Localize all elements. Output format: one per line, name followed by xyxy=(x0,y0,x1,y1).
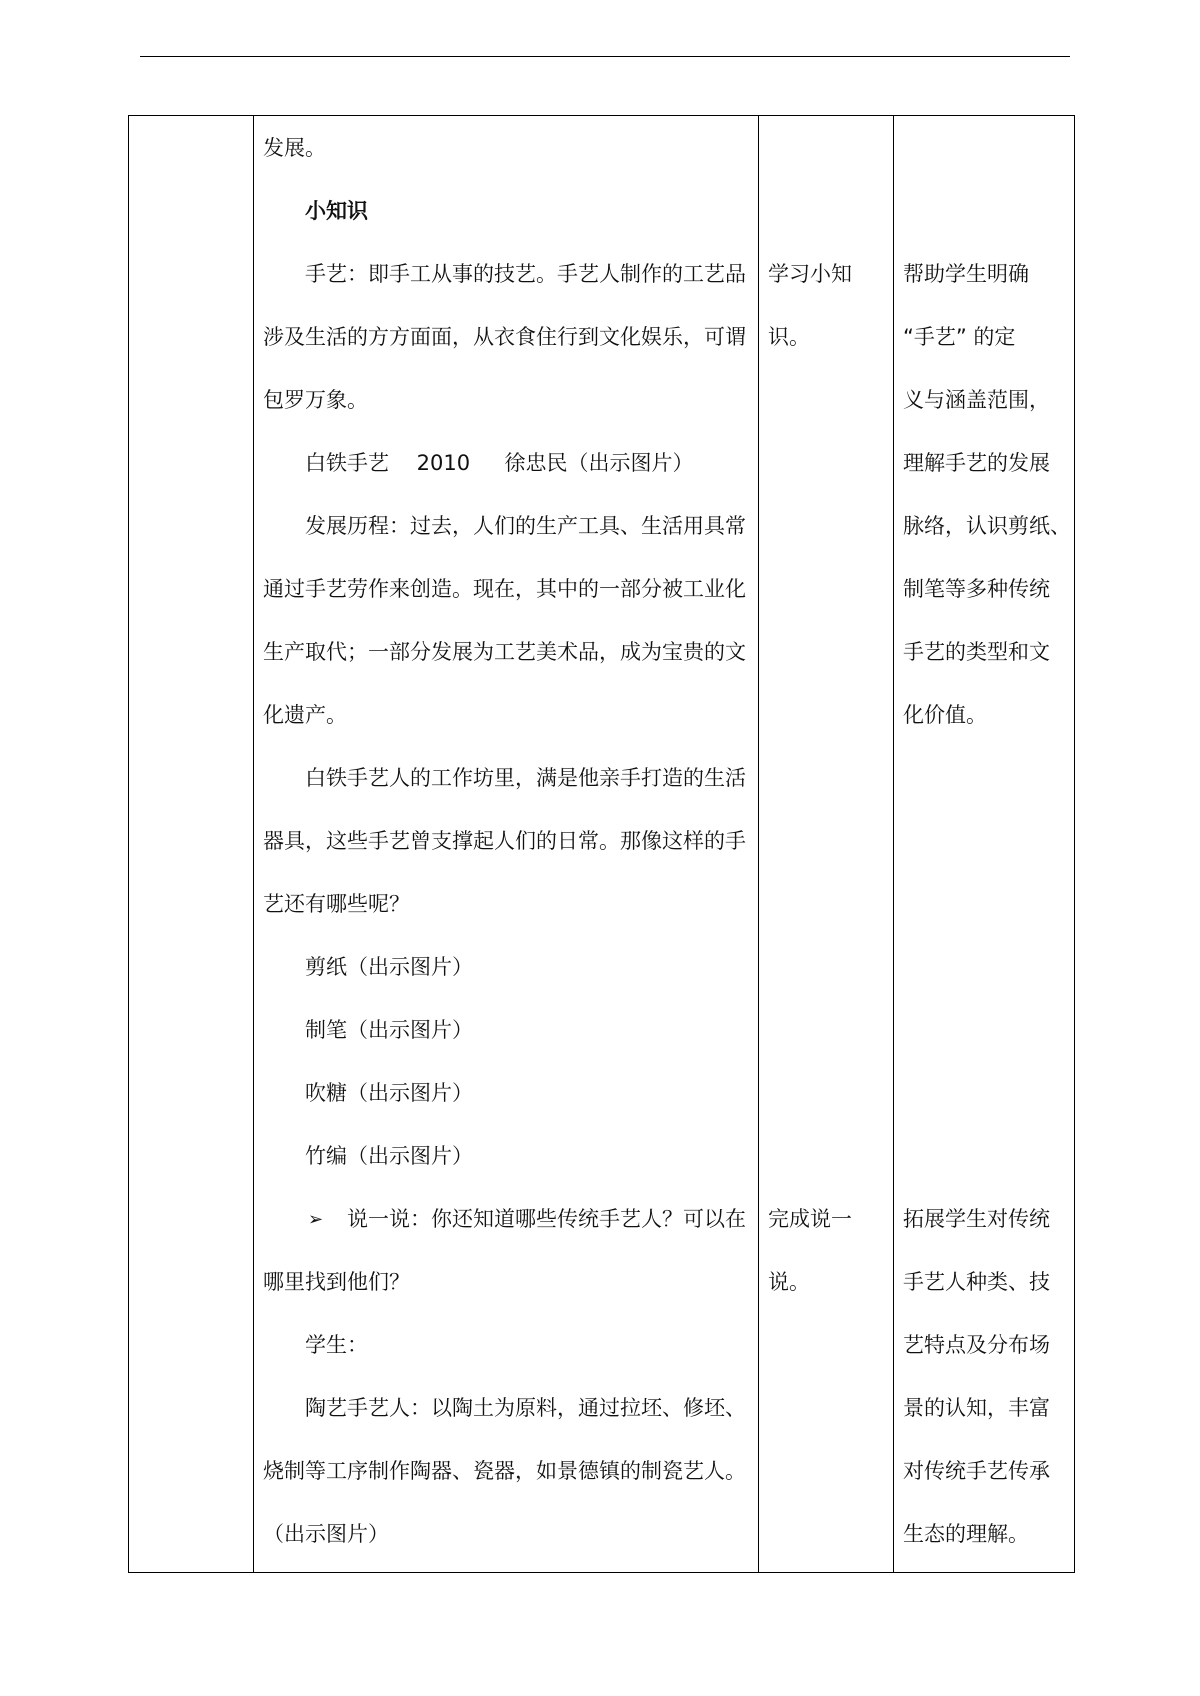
intent-line: 生态的理解。 xyxy=(903,1522,1029,1546)
content-line: 吹糖（出示图片） xyxy=(305,1081,473,1105)
intent-line: 理解手艺的发展 xyxy=(903,451,1050,475)
arrow-bullet-icon: ➢ xyxy=(308,1209,324,1230)
activity-line: 说。 xyxy=(768,1270,810,1294)
content-line: 白铁手艺 2010 徐忠民（出示图片） xyxy=(305,451,694,475)
intent-line: “手艺” 的定 xyxy=(903,325,1016,349)
content-line: 艺还有哪些呢？ xyxy=(263,892,410,916)
content-line: 包罗万象。 xyxy=(263,388,368,412)
content-line: 化遗产。 xyxy=(263,703,347,727)
intent-line: 帮助学生明确 xyxy=(903,262,1029,286)
intent-line: 手艺的类型和文 xyxy=(903,640,1050,664)
content-line: 涉及生活的方方面面，从衣食住行到文化娱乐，可谓 xyxy=(263,325,746,349)
intent-line: 义与涵盖范围， xyxy=(903,388,1050,412)
activity-line: 完成说一 xyxy=(768,1207,852,1231)
activity-line: 学习小知 xyxy=(768,262,852,286)
intent-line: 制笔等多种传统 xyxy=(903,577,1050,601)
intent-line: 对传统手艺传承 xyxy=(903,1459,1050,1483)
section-heading: 小知识 xyxy=(305,199,368,223)
intent-line: 拓展学生对传统 xyxy=(903,1207,1050,1231)
content-line: 学生： xyxy=(305,1333,368,1357)
content-line: 生产取代；一部分发展为工艺美术品，成为宝贵的文 xyxy=(263,640,746,664)
intent-line: 脉络，认识剪纸、 xyxy=(903,514,1071,538)
content-line: 白铁手艺人的工作坊里，满是他亲手打造的生活 xyxy=(305,766,746,790)
activity-line: 识。 xyxy=(768,325,810,349)
content-line: 通过手艺劳作来创造。现在，其中的一部分被工业化 xyxy=(263,577,746,601)
content-line: 手艺：即手工从事的技艺。手艺人制作的工艺品 xyxy=(305,262,746,286)
content-line: 发展。 xyxy=(263,136,326,160)
content-line: 竹编（出示图片） xyxy=(305,1144,473,1168)
column-divider-3 xyxy=(893,115,894,1573)
intent-line: 艺特点及分布场 xyxy=(903,1333,1050,1357)
header-rule xyxy=(140,56,1070,57)
intent-line: 化价值。 xyxy=(903,703,987,727)
content-line: 烧制等工序制作陶器、瓷器，如景德镇的制瓷艺人。 xyxy=(263,1459,746,1483)
content-line: （出示图片） xyxy=(263,1522,389,1546)
content-line: 说一说：你还知道哪些传统手艺人？可以在 xyxy=(347,1207,746,1231)
content-line: 器具，这些手艺曾支撑起人们的日常。那像这样的手 xyxy=(263,829,746,853)
content-line: 发展历程：过去，人们的生产工具、生活用具常 xyxy=(305,514,746,538)
column-divider-1 xyxy=(253,115,254,1573)
intent-line: 手艺人种类、技 xyxy=(903,1270,1050,1294)
column-divider-2 xyxy=(758,115,759,1573)
content-line: 哪里找到他们？ xyxy=(263,1270,410,1294)
intent-line: 景的认知，丰富 xyxy=(903,1396,1050,1420)
content-line: 剪纸（出示图片） xyxy=(305,955,473,979)
content-line: 陶艺手艺人：以陶土为原料，通过拉坯、修坯、 xyxy=(305,1396,746,1420)
content-line: 制笔（出示图片） xyxy=(305,1018,473,1042)
